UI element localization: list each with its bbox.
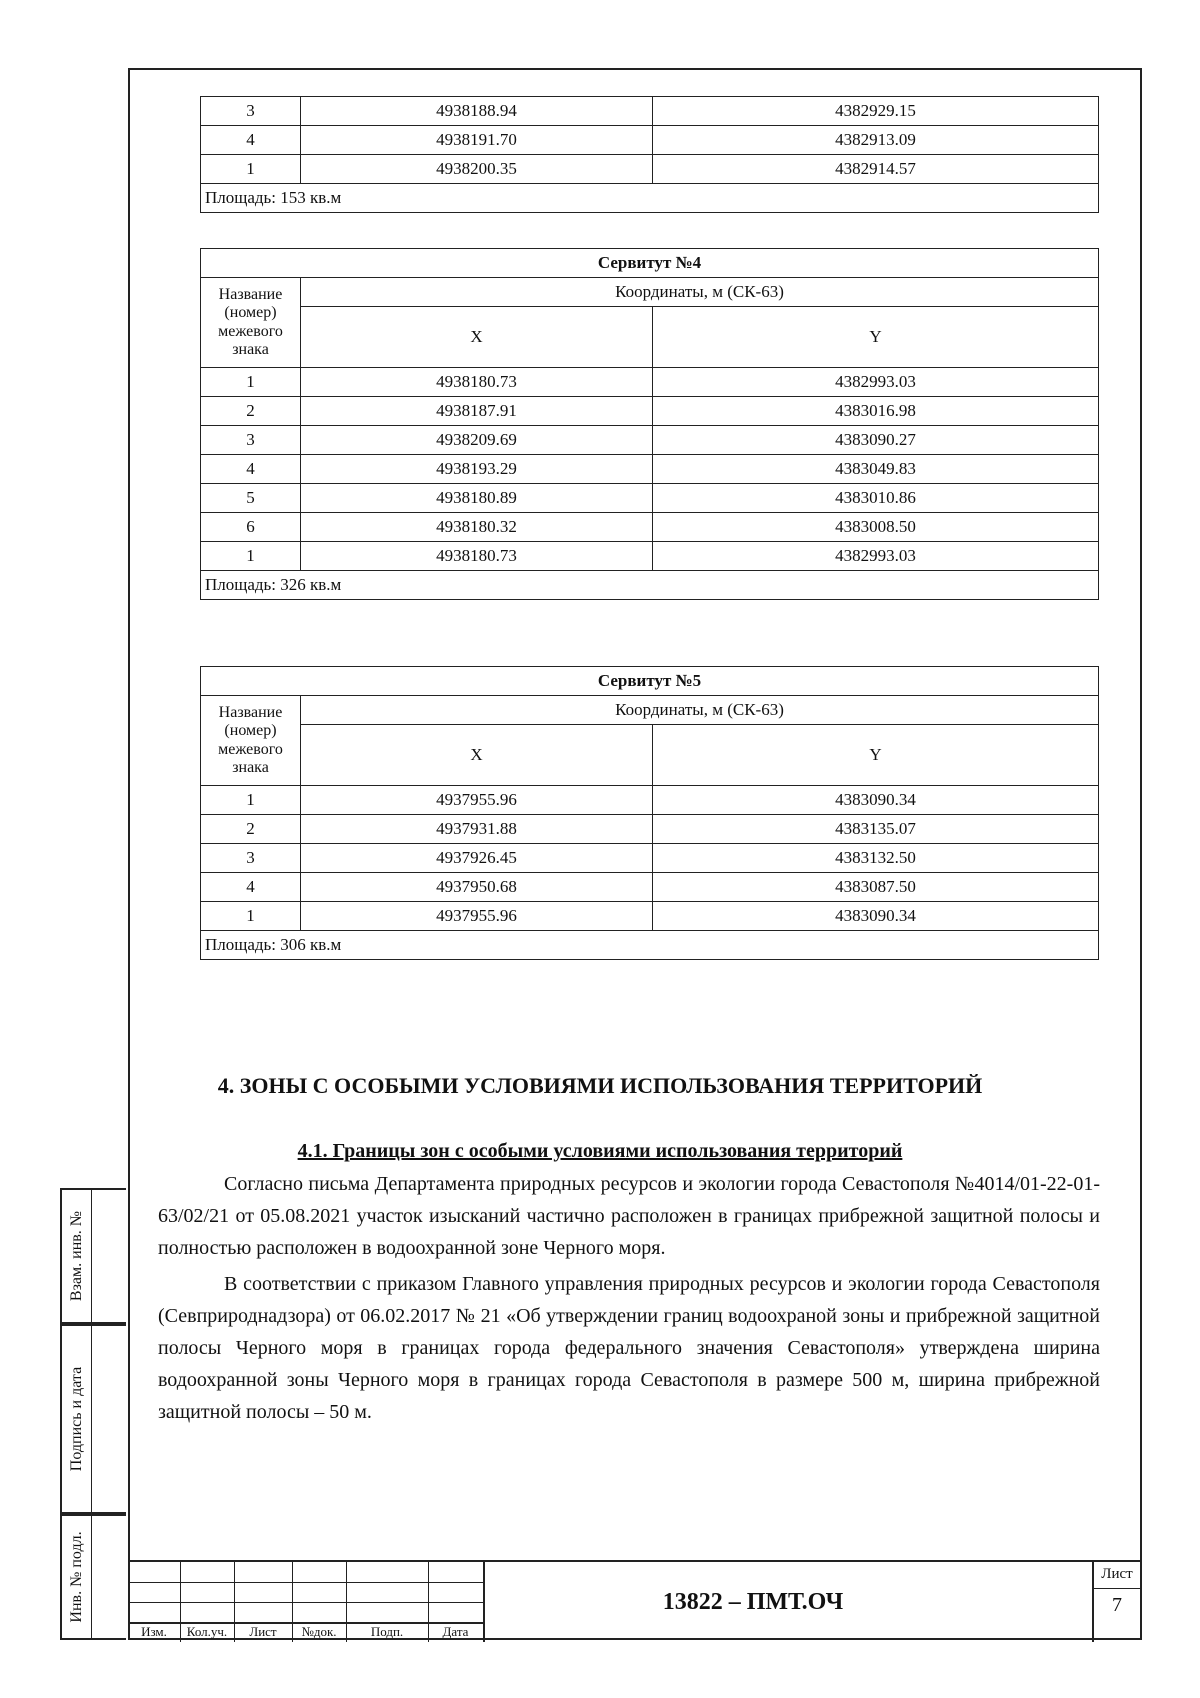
point-number: 1 (201, 902, 301, 931)
area-row: Площадь: 306 кв.м (201, 931, 1099, 960)
table-row (201, 484, 1099, 513)
side-label: Взам. инв. № (67, 1210, 85, 1302)
x-header: X (301, 307, 653, 368)
table-row (201, 455, 1099, 484)
area-row: Площадь: 326 кв.м (201, 571, 1099, 600)
y-header: Y (653, 725, 1099, 786)
y-coordinate: 4383087.50 (653, 873, 1099, 902)
table-row (201, 155, 1099, 184)
table-row (201, 426, 1099, 455)
point-number: 4 (201, 873, 301, 902)
point-number: 2 (201, 815, 301, 844)
x-coordinate: 4938180.73 (301, 368, 653, 397)
servitude-5-table (200, 666, 1099, 960)
y-coordinate: 4382913.09 (653, 126, 1099, 155)
x-coordinate: 4938187.91 (301, 397, 653, 426)
table-row (201, 126, 1099, 155)
x-coordinate: 4938200.35 (301, 155, 653, 184)
x-header: X (301, 725, 653, 786)
y-coordinate: 4382929.15 (653, 97, 1099, 126)
y-coordinate: 4383090.34 (653, 902, 1099, 931)
x-coordinate: 4938180.89 (301, 484, 653, 513)
y-coordinate: 4383016.98 (653, 397, 1099, 426)
table-row (201, 815, 1099, 844)
y-coordinate: 4383132.50 (653, 844, 1099, 873)
label-ndok: №док. (301, 1624, 337, 1639)
servitude-3-tail-table (200, 96, 1099, 213)
side-stamp-inv (60, 1514, 126, 1640)
y-coordinate: 4383049.83 (653, 455, 1099, 484)
y-coordinate: 4383090.27 (653, 426, 1099, 455)
side-stamp-vzam (60, 1188, 126, 1324)
table-row (201, 513, 1099, 542)
label-list: Лист (249, 1624, 277, 1639)
table-caption: Сервитут №5 (201, 667, 1099, 696)
x-coordinate: 4938191.70 (301, 126, 653, 155)
paragraph-1: Согласно письма Департамента природных ресурсов и экологии города Севастополя №4014/01-22-01-63/02/21 от 05.08.2021 участок изысканий частично расположен в границах прибрежной защитной полосы и полностью расположен в водоохранной зоне Черного моря. (158, 1173, 1100, 1259)
y-coordinate: 4383090.34 (653, 786, 1099, 815)
y-coordinate: 4383008.50 (653, 513, 1099, 542)
y-coordinate: 4382993.03 (653, 542, 1099, 571)
x-coordinate: 4938180.32 (301, 513, 653, 542)
y-coordinate: 4382914.57 (653, 155, 1099, 184)
coords-header: Координаты, м (СК-63) (301, 696, 1099, 725)
side-label: Подпись и дата (67, 1366, 85, 1472)
table-row (201, 902, 1099, 931)
x-coordinate: 4937955.96 (301, 786, 653, 815)
x-coordinate: 4938188.94 (301, 97, 653, 126)
name-header: Название (номер) межевого знака (201, 278, 301, 368)
side-label: Инв. № подл. (67, 1531, 85, 1623)
x-coordinate: 4937950.68 (301, 873, 653, 902)
y-coordinate: 4382993.03 (653, 368, 1099, 397)
x-coordinate: 4938193.29 (301, 455, 653, 484)
table-row (201, 786, 1099, 815)
table-row (201, 873, 1099, 902)
x-coordinate: 4937931.88 (301, 815, 653, 844)
label-izm: Изм. (141, 1624, 167, 1639)
x-coordinate: 4937955.96 (301, 902, 653, 931)
paragraph-2: В соответствии с приказом Главного управления природных ресурсов и экологии города Севастополя (Севприроднадзора) от 06.02.2017 № 21 «Об утверждении границ водоохраной зоны и прибрежной защитной полосы Черного моря в границах города федерального значения Севастополя» утверждена ширина водоохранной зоны Черного моря в границах города Севастополя в размере 500 м, ширина прибрежной защитной полосы – 50 м. (158, 1273, 1100, 1423)
y-header: Y (653, 307, 1099, 368)
y-coordinate: 4383135.07 (653, 815, 1099, 844)
x-coordinate: 4937926.45 (301, 844, 653, 873)
point-number: 3 (201, 844, 301, 873)
title-block (128, 1560, 1142, 1640)
sheet-number: 7 (1112, 1594, 1122, 1616)
sheet-label: Лист (1101, 1566, 1133, 1582)
table-row (201, 397, 1099, 426)
point-number: 4 (201, 126, 301, 155)
table-row (201, 368, 1099, 397)
table-row (201, 97, 1099, 126)
label-podp: Подп. (370, 1624, 404, 1639)
y-coordinate: 4383010.86 (653, 484, 1099, 513)
subsection-heading: 4.1. Границы зон с особыми условиями использования территорий (297, 1140, 903, 1162)
servitude-4-table (200, 248, 1099, 600)
section-heading: 4. ЗОНЫ С ОСОБЫМИ УСЛОВИЯМИ ИСПОЛЬЗОВАНИЯ ТЕРРИТОРИЙ (217, 1073, 983, 1098)
point-number: 3 (201, 97, 301, 126)
point-number: 4 (201, 455, 301, 484)
coords-header: Координаты, м (СК-63) (301, 278, 1099, 307)
name-header: Название (номер) межевого знака (201, 696, 301, 786)
area-row: Площадь: 153 кв.м (201, 184, 1099, 213)
x-coordinate: 4938180.73 (301, 542, 653, 571)
side-stamp-podpis (60, 1324, 126, 1514)
point-number: 5 (201, 484, 301, 513)
x-coordinate: 4938209.69 (301, 426, 653, 455)
point-number: 1 (201, 542, 301, 571)
point-number: 1 (201, 368, 301, 397)
point-number: 3 (201, 426, 301, 455)
table-row (201, 542, 1099, 571)
document-code: 13822 – ПМТ.ОЧ (662, 1588, 844, 1615)
label-data: Дата (442, 1624, 469, 1639)
point-number: 1 (201, 155, 301, 184)
point-number: 6 (201, 513, 301, 542)
table-row (201, 844, 1099, 873)
point-number: 2 (201, 397, 301, 426)
table-caption: Сервитут №4 (201, 249, 1099, 278)
point-number: 1 (201, 786, 301, 815)
label-koluch: Кол.уч. (186, 1624, 228, 1639)
